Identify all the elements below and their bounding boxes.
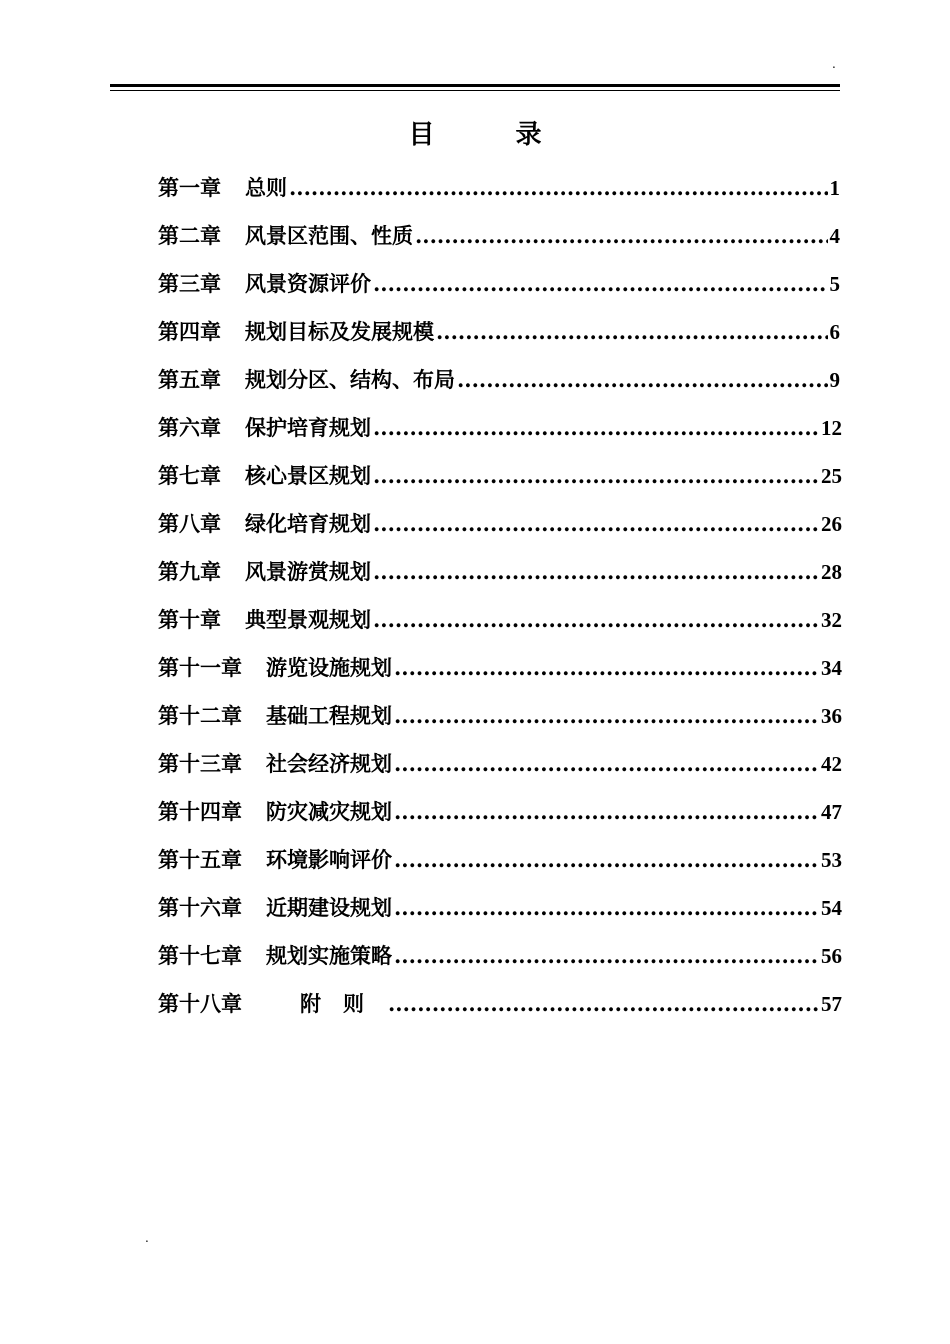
toc-list xyxy=(158,170,848,1034)
chapter-title: 规划分区、结构、布局 xyxy=(245,367,455,392)
chapter-number: 第十八章 xyxy=(158,991,242,1016)
chapter-number: 第八章 xyxy=(158,511,221,536)
chapter-number: 第十章 xyxy=(158,607,221,632)
page-number: 4 xyxy=(829,224,840,248)
chapter-number: 第十六章 xyxy=(158,895,242,920)
chapter-title: 近期建设规划 xyxy=(266,895,392,920)
chapter-title: 风景区范围、性质 xyxy=(245,223,413,248)
toc-entry-3[interactable] xyxy=(158,266,840,314)
chapter-title: 规划实施策略 xyxy=(266,943,392,968)
chapter-number: 第五章 xyxy=(158,367,221,392)
dot-leader xyxy=(394,890,819,926)
chapter-number: 第七章 xyxy=(158,463,221,488)
dot-leader xyxy=(388,986,819,1022)
toc-entry-6[interactable] xyxy=(158,410,842,458)
page-number: 53 xyxy=(821,848,842,872)
toc-entry-4[interactable] xyxy=(158,314,840,362)
toc-entry-2[interactable] xyxy=(158,218,840,266)
dot-leader xyxy=(373,410,819,446)
toc-entry-14[interactable] xyxy=(158,794,842,842)
dot-leader xyxy=(373,458,819,494)
chapter-title: 规划目标及发展规模 xyxy=(245,319,434,344)
toc-entry-13[interactable] xyxy=(158,746,842,794)
toc-entry-12[interactable] xyxy=(158,698,842,746)
toc-entry-17[interactable] xyxy=(158,938,842,986)
page-number: 26 xyxy=(821,512,842,536)
dot-leader xyxy=(394,938,819,974)
chapter-number: 第六章 xyxy=(158,415,221,440)
dot-leader xyxy=(394,794,819,830)
dot-leader xyxy=(394,842,819,878)
header-mark: . xyxy=(832,57,836,71)
chapter-title: 风景游赏规划 xyxy=(245,559,371,584)
page-number: 34 xyxy=(821,656,842,680)
chapter-number: 第一章 xyxy=(158,175,221,200)
toc-entry-11[interactable] xyxy=(158,650,842,698)
page-number: 56 xyxy=(821,944,842,968)
chapter-title: 社会经济规划 xyxy=(266,751,392,776)
chapter-title: 典型景观规划 xyxy=(245,607,371,632)
page-number: 5 xyxy=(829,272,840,296)
header-rule xyxy=(110,84,840,87)
chapter-number: 第三章 xyxy=(158,271,221,296)
chapter-title: 附则 xyxy=(300,991,386,1016)
dot-leader xyxy=(373,602,819,638)
toc-entry-9[interactable] xyxy=(158,554,842,602)
toc-entry-7[interactable] xyxy=(158,458,842,506)
chapter-title: 风景资源评价 xyxy=(245,271,371,296)
header-rule-thin xyxy=(110,90,840,91)
toc-entry-5[interactable] xyxy=(158,362,840,410)
chapter-number: 第十七章 xyxy=(158,943,242,968)
dot-leader xyxy=(373,266,828,302)
chapter-title: 防灾减灾规划 xyxy=(266,799,392,824)
chapter-number: 第九章 xyxy=(158,559,221,584)
page-number: 6 xyxy=(829,320,840,344)
page-number: 47 xyxy=(821,800,842,824)
chapter-title: 核心景区规划 xyxy=(245,463,371,488)
page-number: 12 xyxy=(821,416,842,440)
chapter-title: 环境影响评价 xyxy=(266,847,392,872)
dot-leader xyxy=(457,362,828,398)
chapter-number: 第十二章 xyxy=(158,703,242,728)
chapter-number: 第十三章 xyxy=(158,751,242,776)
page-number: 32 xyxy=(821,608,842,632)
chapter-title: 绿化培育规划 xyxy=(245,511,371,536)
chapter-number: 第四章 xyxy=(158,319,221,344)
footer-mark: . xyxy=(145,1231,149,1245)
dot-leader xyxy=(373,506,819,542)
page-number: 42 xyxy=(821,752,842,776)
chapter-number: 第十一章 xyxy=(158,655,242,680)
chapter-title: 总则 xyxy=(245,175,287,200)
toc-entry-16[interactable] xyxy=(158,890,842,938)
dot-leader xyxy=(436,314,828,350)
chapter-title: 基础工程规划 xyxy=(266,703,392,728)
toc-entry-10[interactable] xyxy=(158,602,842,650)
page-number: 54 xyxy=(821,896,842,920)
toc-entry-1[interactable] xyxy=(158,170,840,218)
page-number: 28 xyxy=(821,560,842,584)
toc-title: 目 录 xyxy=(408,120,578,150)
dot-leader xyxy=(394,698,819,734)
page-number: 36 xyxy=(821,704,842,728)
dot-leader xyxy=(289,170,828,206)
chapter-title: 游览设施规划 xyxy=(266,655,392,680)
page-number: 1 xyxy=(829,176,840,200)
chapter-number: 第十五章 xyxy=(158,847,242,872)
dot-leader xyxy=(415,218,828,254)
chapter-number: 第十四章 xyxy=(158,799,242,824)
dot-leader xyxy=(394,746,819,782)
toc-entry-18[interactable] xyxy=(158,986,842,1034)
toc-entry-8[interactable] xyxy=(158,506,842,554)
chapter-title: 保护培育规划 xyxy=(245,415,371,440)
toc-entry-15[interactable] xyxy=(158,842,842,890)
page-number: 25 xyxy=(821,464,842,488)
chapter-number: 第二章 xyxy=(158,223,221,248)
page-number: 57 xyxy=(821,992,842,1016)
page-number: 9 xyxy=(829,368,840,392)
dot-leader xyxy=(373,554,819,590)
dot-leader xyxy=(394,650,819,686)
